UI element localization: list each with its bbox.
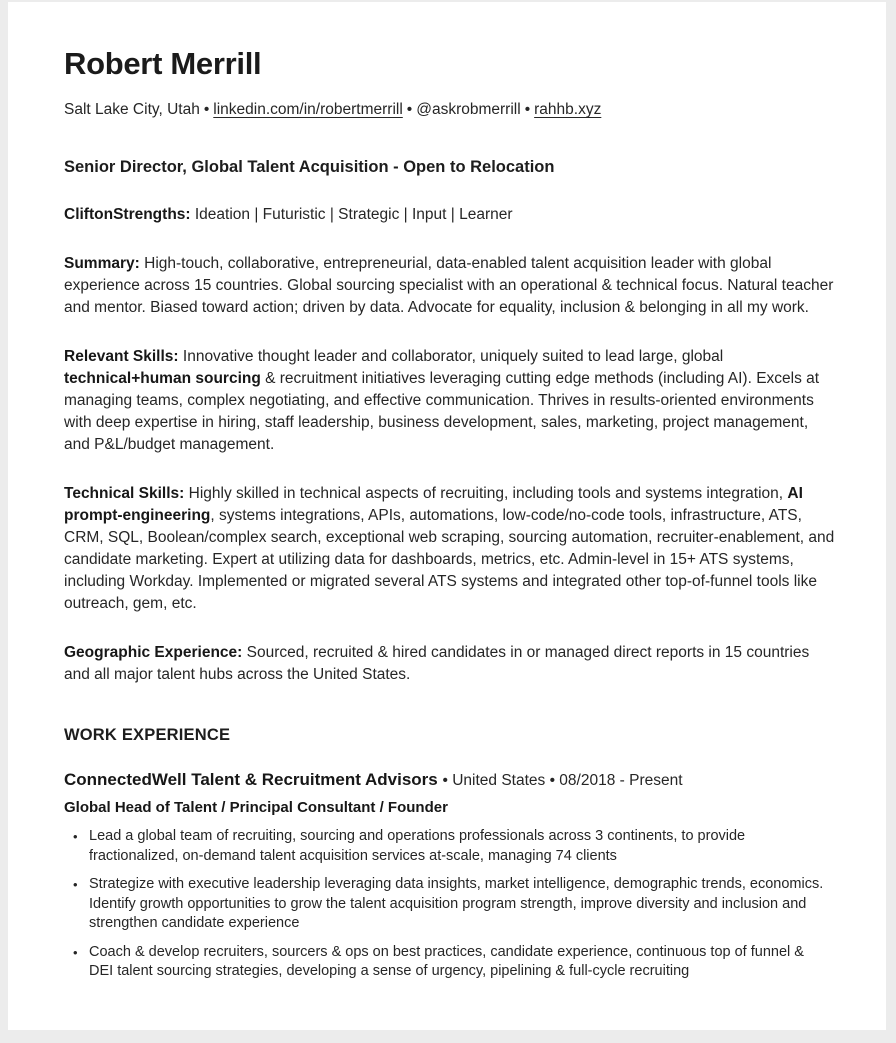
bullet-list — [64, 827, 836, 982]
person-name: Robert Merrill — [64, 46, 262, 81]
contact-separator: • — [203, 101, 210, 118]
bullet-text: Coach & develop recruiters, sourcers & ops on best practices, candidate experience, continuous top of funnel & DEI talent sourcing strategies, developing a sense of urgency, pipelining & full-cycle recruiting — [89, 943, 804, 979]
bullet-marker: • — [73, 829, 78, 844]
labeled-paragraph — [64, 346, 836, 456]
resume-headline: Senior Director, Global Talent Acquisition - Open to Relocation — [64, 158, 555, 176]
company-line — [64, 769, 836, 791]
emphasized-text: AI prompt-engineering — [64, 485, 803, 524]
contact-separator: • — [524, 101, 531, 118]
work-experience-heading: WORK EXPERIENCE — [64, 726, 231, 744]
resume-content — [8, 2, 886, 982]
bullet-item — [64, 827, 836, 866]
labeled-paragraph — [64, 253, 836, 319]
linkedin-link[interactable]: linkedin.com/in/robertmerrill — [213, 101, 403, 118]
labeled-paragraph — [64, 483, 836, 615]
paragraph-text: Ideation | Futuristic | Strategic | Input | Learner — [194, 206, 513, 223]
summary-paragraphs — [64, 204, 836, 686]
bullet-item — [64, 943, 836, 982]
paragraph-text: Innovative thought leader and collaborator, uniquely suited to lead large, global — [182, 348, 724, 365]
paragraph-text: High-touch, collaborative, entrepreneurial, data-enabled talent acquisition leader with global experience across 15 countries. Global sourcing specialist with an operational & technical focus. Natural teacher and mentor. Biased toward action; driven by data. Advocate for equality, inclusion & belonging in all my work. — [64, 255, 834, 316]
paragraph-text: Highly skilled in technical aspects of recruiting, including tools and systems integration, — [188, 485, 788, 502]
contact-line — [64, 100, 836, 120]
labeled-paragraph — [64, 204, 836, 226]
company-meta: • United States • 08/2018 - Present — [442, 772, 683, 789]
work-entries — [64, 769, 836, 982]
paragraph-label: Technical Skills: — [64, 485, 189, 502]
paragraph-label: CliftonStrengths: — [64, 206, 195, 223]
website-link[interactable]: rahhb.xyz — [534, 101, 602, 118]
contact-location: Salt Lake City, Utah — [64, 101, 200, 118]
job-title: Global Head of Talent / Principal Consultant / Founder — [64, 799, 448, 816]
work-entry — [64, 769, 836, 982]
bullet-item — [64, 875, 836, 934]
bullet-marker: • — [73, 944, 78, 960]
paragraph-label: Relevant Skills: — [64, 348, 183, 365]
contact-handle: @askrobmerrill — [416, 101, 521, 118]
resume-page — [8, 2, 886, 1030]
paragraph-text: & recruitment initiatives leveraging cutting edge methods (including AI). Excels at managing teams, complex negotiating, and effective communication. Thrives in results-oriented environments with deep expertise in hiring, staff leadership, business development, sales, marketing, project management, and P&L/budget management. — [64, 370, 820, 453]
labeled-paragraph — [64, 642, 836, 686]
contact-separator: • — [406, 101, 413, 118]
paragraph-text: Sourced, recruited & hired candidates in or managed direct reports in 15 countries and all major talent hubs across the United States. — [64, 644, 810, 683]
paragraph-label: Geographic Experience: — [64, 644, 247, 661]
paragraph-label: Summary: — [64, 255, 145, 272]
company-name: ConnectedWell Talent & Recruitment Advisors — [64, 770, 443, 789]
emphasized-text: technical+human sourcing — [64, 370, 261, 387]
bullet-marker: • — [73, 877, 78, 892]
paragraph-text: , systems integrations, APIs, automations, low-code/no-code tools, infrastructure, ATS, CRM, SQL, Boolean/complex search, exceptional web scraping, sourcing automation, recruiter-enablement, and candidate marketing. Expert at utilizing data for dashboards, metrics, etc. Admin-level in 15+ ATS systems, including Workday. Implemented or migrated several ATS systems and integrated other top-of-funnel tools like outreach, gem, etc. — [64, 507, 835, 612]
bullet-text: Lead a global team of recruiting, sourcing and operations professionals across 3 continents, to provide fractionalized, on-demand talent acquisition services at-scale, managing 74 clients — [89, 828, 746, 864]
bullet-text: Strategize with executive leadership leveraging data insights, market intelligence, demographic trends, economics. Identify growth opportunities to grow the talent acquisition program strength, improve diversity and inclusion and strengthen candidate experience — [89, 876, 824, 931]
